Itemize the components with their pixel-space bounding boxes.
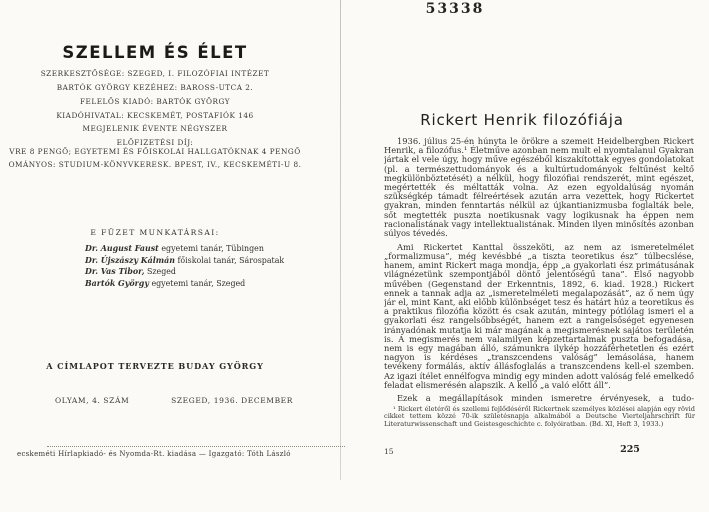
- masthead-line: ELŐFIZETÉSI DÍJ:: [116, 138, 194, 147]
- article-footnote: [384, 406, 695, 428]
- printer-imprint: ecskeméti Hírlapkiadó- és Nyomda-Rt. kiadása — Igazgató: Tóth László: [17, 450, 291, 458]
- article-paragraph: 1936. július 25-én húnyta le örökre a szemeit Heidelbergben Rickert Henrik, a filozófus.¹ Életműve azonban nem mult el nyomtalanul Gyakran jártak el vele úgy, hogy műve egészéből kiszakítottak egyes gondolatokat (pl. a természettudományok és a kultúrtudományok feltűnést keltő megkülönböztetését) a nélkül, hogy filozófiai rendszerét, mint egészet, megértették és méltatták volna. Az ezen egyoldalúság nyomán szükségkép támadt félreértések azután arra vezettek, hogy Rickertet gyakran, minden fenntartás nélkül az újkantianizmusba foglalták bele, sőt megtették puszta noetikusnak vagy logikusnak ha éppen nem racionalistának vagy intellektualistának. Minden ilyen minősítés azonban súlyos tévedés.: [384, 137, 694, 239]
- contributor-role: egyetemi tanár, Tübingen: [161, 244, 264, 253]
- catalog-stamp-number: 53338: [425, 1, 485, 17]
- contributor-role: főiskolai tanár, Sárospatak: [177, 255, 285, 265]
- article-title: Rickert Henrik filozófiája: [420, 111, 624, 129]
- masthead-line: MEGJELENIK ÉVENTE NÉGYSZER: [82, 124, 228, 133]
- contributor-role: Szeged: [146, 267, 176, 276]
- article-paragraph: Ezek a megállapítások minden ismeretre érvényesek, a tudo-: [397, 393, 694, 404]
- contributor-name: Dr. Vas Tibor,: [85, 267, 145, 276]
- masthead-line: VRE 8 PENGŐ; EGYETEMI ÉS FŐISKOLAI HALLGATÓKNAK 4 PENGŐ: [9, 147, 301, 156]
- contributor-row: [85, 266, 315, 278]
- issue-volume: OLYAM, 4. SZÁM: [55, 396, 130, 405]
- masthead-line: BARTÓK GYÖRGY KEZÉHEZ: BAROSS-UTCA 2.: [56, 83, 254, 92]
- contributor-row: [85, 243, 315, 255]
- journal-title: SZELLEM ÉS ÉLET: [62, 43, 248, 62]
- masthead-line: FELELŐS KIADÓ: BARTÓK GYÖRGY: [79, 97, 231, 106]
- masthead-line: KIADÓHIVATAL: KECSKEMÉT, POSTAFIÓK 146: [56, 111, 254, 120]
- imprint-separator-rule: [47, 446, 345, 447]
- sheet-number: 15: [384, 447, 394, 456]
- masthead-line: SZERKESZTŐSÉGE: SZEGED, I. FILOZÓFIAI INTÉZET: [40, 69, 270, 78]
- cover-design-credit: A CÍMLAPOT TERVEZTE BUDAY GYÖRGY: [46, 361, 264, 371]
- footnote-text: ¹ Rickert életéről és szellemi fejlődéséről Rickertnek személyes közlései alapján egy rövid cikket tettem közzé 70-ik születésnapja alkalmából a Deutsche Vierteljahrschrift für Literaturwissenschaft und Geistesgeschichte c. folyóiratban. (Bd. XI, Heft 3, 1933.): [384, 405, 695, 428]
- contributor-row: [85, 255, 315, 267]
- masthead-line: OMÁNYOS: STUDIUM-KÖNYVKERESK. BPEST, IV., KECSKEMÉTI-U 8.: [8, 160, 302, 169]
- contributor-role: egyetemi tanár, Szeged: [151, 278, 246, 288]
- article-body: [384, 137, 694, 405]
- contributor-name: Bartók György: [85, 278, 149, 288]
- contributor-row: [85, 278, 315, 290]
- contributor-name: Dr. Újszászy Kálmán: [85, 255, 175, 265]
- page-number: 225: [620, 444, 640, 455]
- article-paragraph: Ami Rickertet Kanttal összeköti, az nem az ismeretelmélet „formalizmusa”, még kevésbbé „a tiszta teoretikus ész” túlbecslése, hanem, amint Rickert maga mondja, épp „a gyakorlati ész primátusának világnézetünk szempontjából döntő jelentőségű tana”. Első nagyobb művében (Gegenstand der Erkenntnis, 1892, 6. kiad. 1928.) Rickert ennek a tannak adja az „ismeretelméleti megalapozását”, az ő nem úgy jár el, mint Kant, aki előbb különbséget tesz és határt húz a teoretikus és a praktikus filozófia között és csak azután, mintegy pótlólag ismeri el a gyakorlati ész rangelsőbbségét, hanem ezt a rangelsőséget egyenesen irányadónak mutatja ki már magának a megismerésnek sajátos területén is. A megismerés nem valamilyen képzettartalmak puszta befogadása, nem is egy magában álló, számunkra ilykép hozzáférhetetlen és ezért nagyon is kérdéses „transzcendens valóság” lemásolása, hanem tevékeny formálás, aktív állásfoglalás a transzcendens kell-el szemben. Az igazi ítélet ennélfogva mindig egy minden adott valóság felé emelkedő feladat elismerésén alapszik. A kellő „a való előtt áll”.: [384, 241, 694, 390]
- contributors-heading: E FÜZET MUNKATÁRSAI:: [90, 228, 220, 237]
- page-gutter-divider: [340, 0, 341, 480]
- contributors-list: [85, 243, 315, 289]
- issue-place-date: SZEGED, 1936. DECEMBER: [171, 396, 293, 405]
- contributor-name: Dr. August Faust: [85, 244, 159, 253]
